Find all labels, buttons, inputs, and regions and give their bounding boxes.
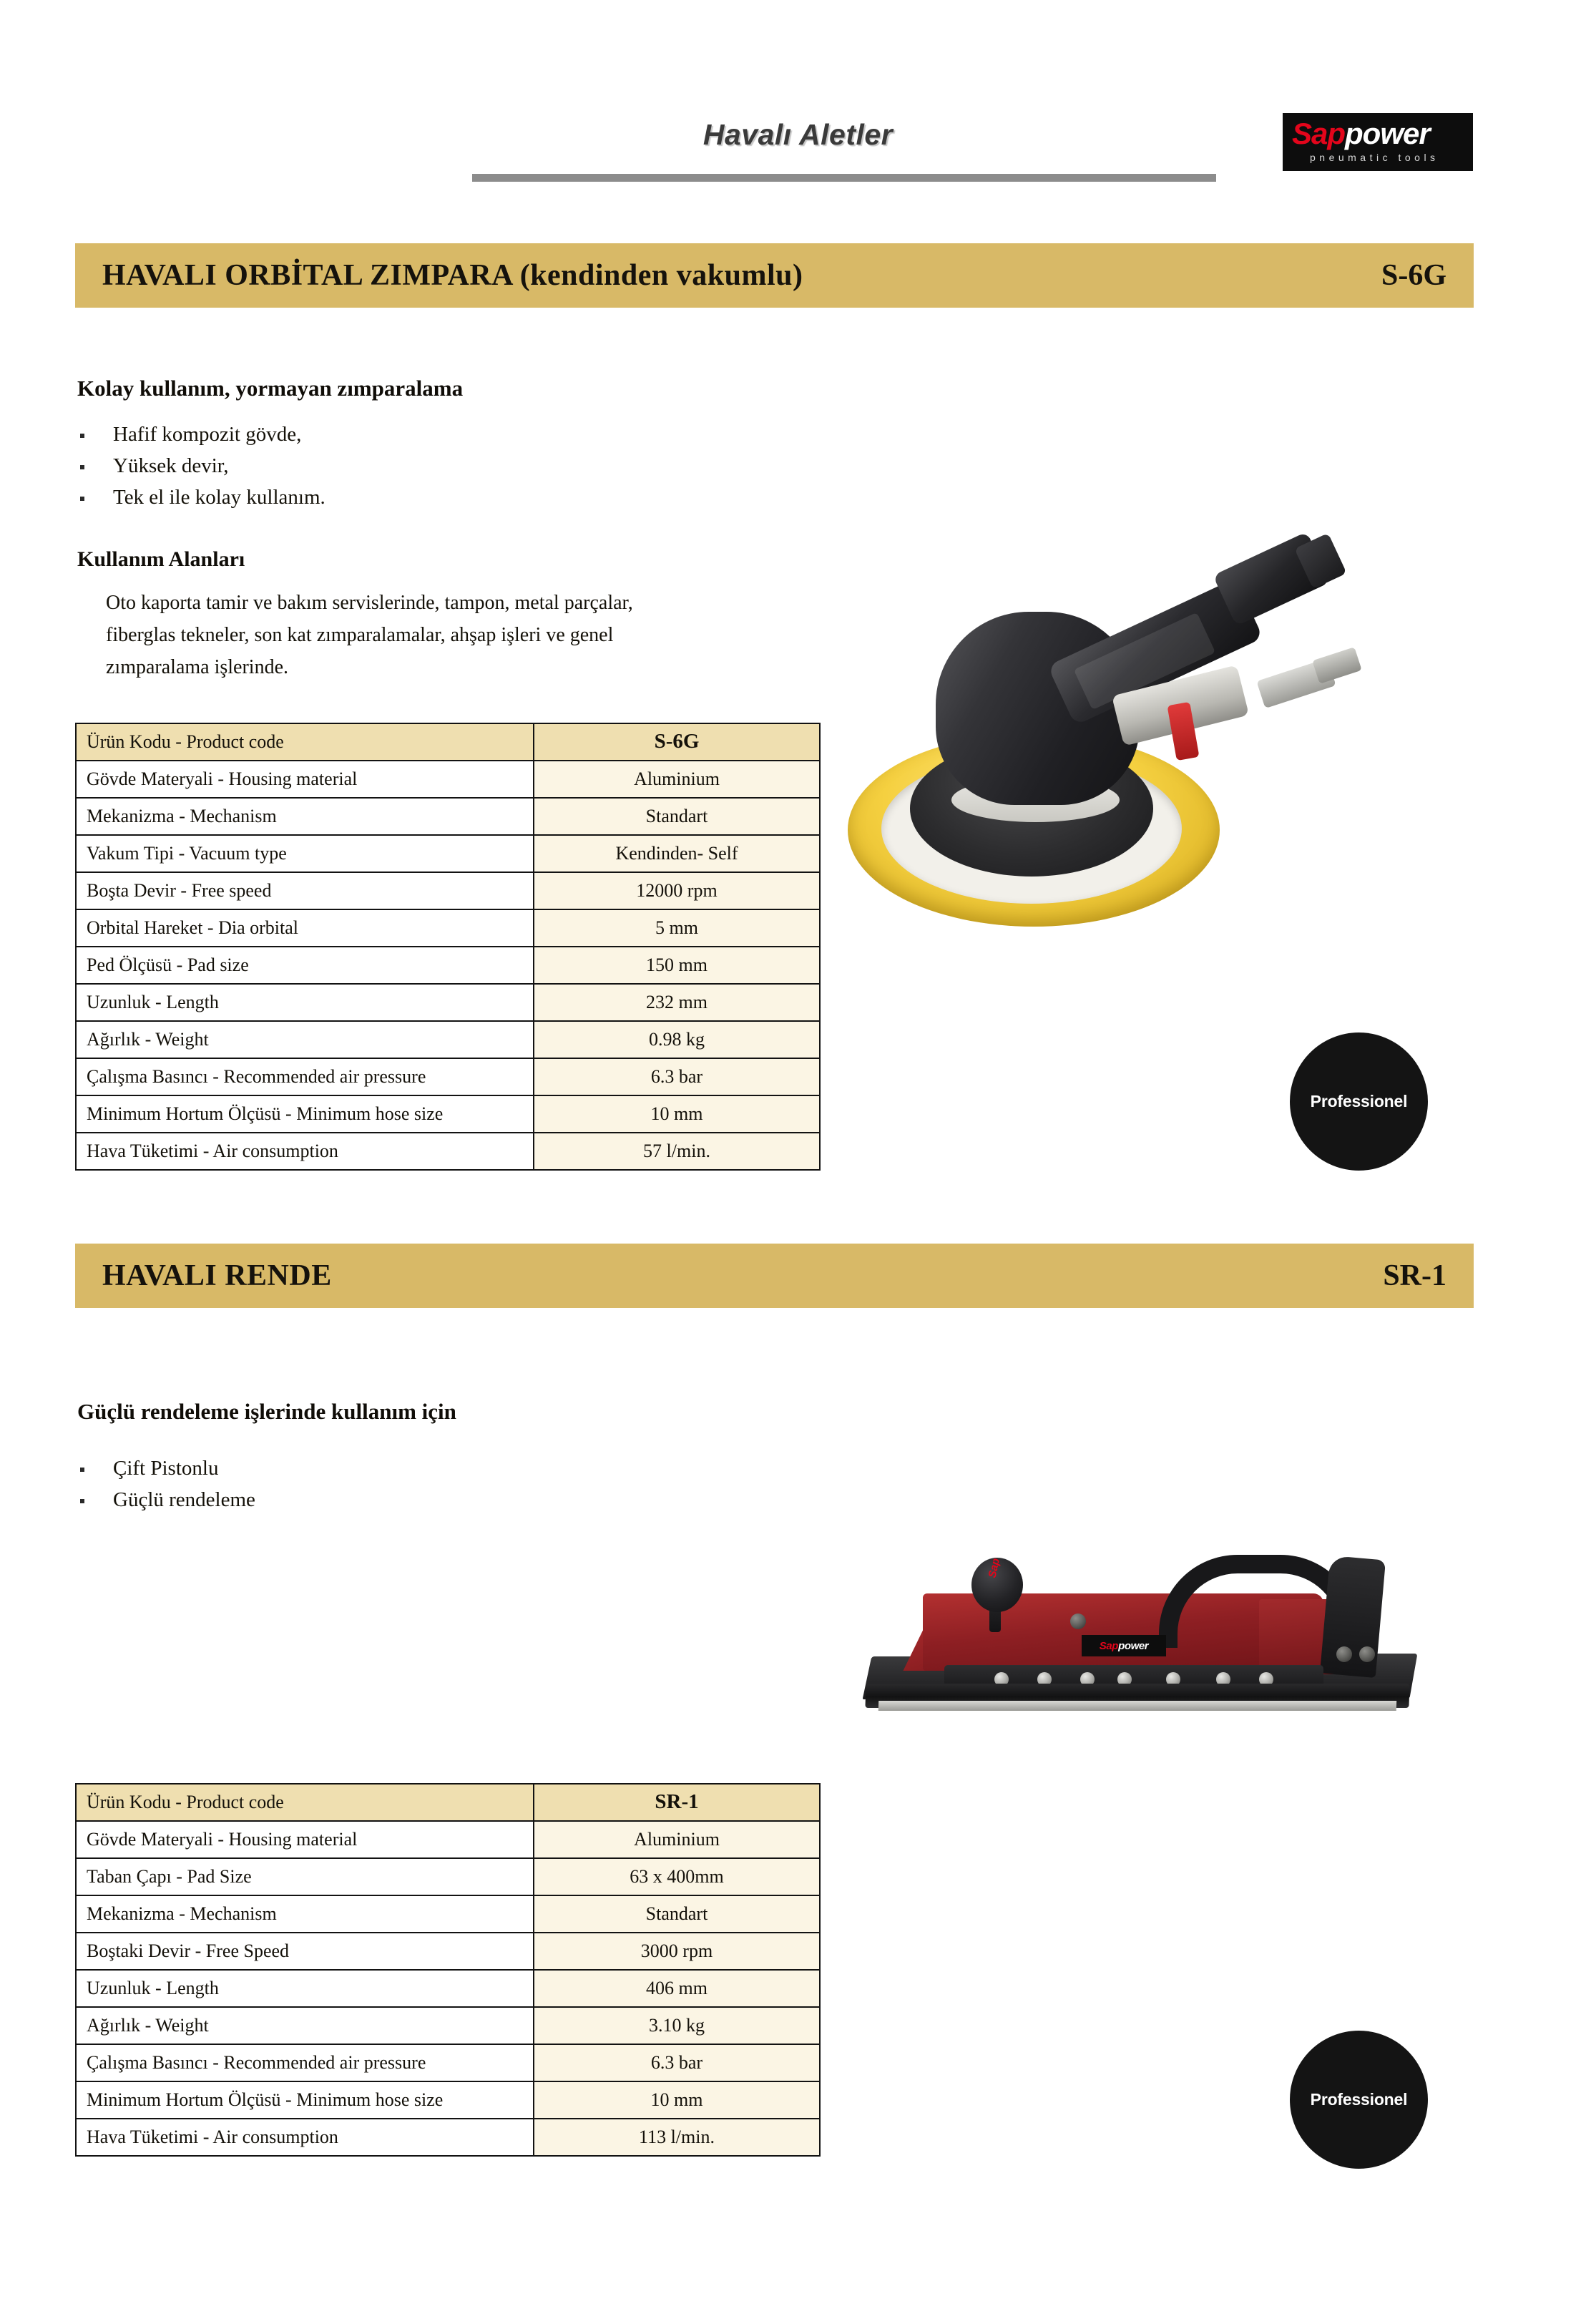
rende-screw (1336, 1646, 1352, 1662)
table-row (76, 2044, 820, 2081)
product-code: SR-1 (1383, 1259, 1446, 1292)
sander-quick-coupler (1312, 647, 1361, 683)
rende-knob-logo: Sap (986, 1557, 1002, 1579)
spec-value: 150 mm (534, 947, 820, 984)
product-feature-list (77, 419, 325, 513)
page-title: Havalı Aletler (702, 118, 894, 151)
table-row (76, 1133, 820, 1170)
spec-label: Gövde Materyali - Housing material (76, 761, 534, 798)
rende-badge-text (1100, 1640, 1149, 1652)
spec-value: 6.3 bar (534, 2044, 820, 2081)
rende-base-strip (878, 1701, 1396, 1711)
table-row (76, 2081, 820, 2119)
spec-label: Taban Çapı - Pad Size (76, 1858, 534, 1895)
spec-value: 406 mm (534, 1970, 820, 2007)
table-row (76, 835, 820, 872)
table-row (76, 2007, 820, 2044)
table-row (76, 723, 820, 761)
list-item: Çift Pistonlu (77, 1452, 255, 1484)
table-row (76, 1970, 820, 2007)
spec-label: Ped Ölçüsü - Pad size (76, 947, 534, 984)
spec-label: Boşta Devir - Free speed (76, 872, 534, 909)
table-row (76, 1058, 820, 1095)
product-title: HAVALI ORBİTAL ZIMPARA (kendinden vakumlu) (102, 259, 803, 292)
spec-label: Ağırlık - Weight (76, 1021, 534, 1058)
spec-value: 232 mm (534, 984, 820, 1021)
rende-screw (1359, 1646, 1375, 1662)
product-banner-orbital-sander (75, 243, 1474, 308)
table-row (76, 872, 820, 909)
table-row (76, 2119, 820, 2156)
logo-tagline: pneumatic tools (1310, 152, 1439, 163)
spec-value: Aluminium (534, 1821, 820, 1858)
spec-label: Orbital Hareket - Dia orbital (76, 909, 534, 947)
table-row (76, 1821, 820, 1858)
spec-label: Hava Tüketimi - Air consumption (76, 1133, 534, 1170)
spec-value: 3.10 kg (534, 2007, 820, 2044)
spec-value: 0.98 kg (534, 1021, 820, 1058)
spec-label: Ağırlık - Weight (76, 2007, 534, 2044)
spec-label: Minimum Hortum Ölçüsü - Minimum hose size (76, 2081, 534, 2119)
badge-label: Professionel (1310, 1092, 1408, 1110)
spec-label: Minimum Hortum Ölçüsü - Minimum hose size (76, 1095, 534, 1133)
professionel-badge (1290, 1032, 1428, 1171)
spec-value: 63 x 400mm (534, 1858, 820, 1895)
rende-brand-badge (1082, 1635, 1166, 1656)
table-row (76, 909, 820, 947)
spec-value: 3000 rpm (534, 1933, 820, 1970)
table-row (76, 1858, 820, 1895)
spec-label: Mekanizma - Mechanism (76, 798, 534, 835)
table-row (76, 984, 820, 1021)
spec-label: Ürün Kodu - Product code (76, 1784, 534, 1821)
spec-value: Kendinden- Self (534, 835, 820, 872)
spec-value: 12000 rpm (534, 872, 820, 909)
spec-value: Standart (534, 798, 820, 835)
table-row (76, 1095, 820, 1133)
spec-label: Uzunluk - Length (76, 1970, 534, 2007)
spec-value: Aluminium (534, 761, 820, 798)
spec-value: 5 mm (534, 909, 820, 947)
spec-value: 10 mm (534, 1095, 820, 1133)
table-row (76, 1784, 820, 1821)
spec-label: Uzunluk - Length (76, 984, 534, 1021)
badge-label: Professionel (1310, 2090, 1408, 2109)
table-row (76, 1895, 820, 1933)
faint-artifact-text (185, 99, 413, 119)
product-feature-list (77, 1452, 255, 1515)
spec-value: 57 l/min. (534, 1133, 820, 1170)
spec-value: SR-1 (534, 1784, 820, 1821)
spec-value: 6.3 bar (534, 1058, 820, 1095)
logo-text-sap: Sap (1292, 117, 1346, 150)
logo-wordmark (1292, 117, 1430, 151)
spec-value: Standart (534, 1895, 820, 1933)
spec-label: Mekanizma - Mechanism (76, 1895, 534, 1933)
usage-heading: Kullanım Alanları (77, 547, 245, 571)
product-title: HAVALI RENDE (102, 1259, 332, 1292)
list-item: Hafif kompozit gövde, (77, 419, 325, 450)
spec-label: Gövde Materyali - Housing material (76, 1821, 534, 1858)
product-code: S-6G (1381, 259, 1446, 292)
table-row (76, 1933, 820, 1970)
product-image-air-file (858, 1513, 1445, 1749)
spec-label: Boştaki Devir - Free Speed (76, 1933, 534, 1970)
logo-text-power: power (1345, 117, 1430, 150)
table-row (76, 761, 820, 798)
product-lead-text: Kolay kullanım, yormayan zımparalama (77, 376, 464, 401)
spec-label: Çalışma Basıncı - Recommended air pressure (76, 1058, 534, 1095)
spec-value: 113 l/min. (534, 2119, 820, 2156)
spec-label: Ürün Kodu - Product code (76, 723, 534, 761)
product-image-orbital-sander (830, 526, 1402, 941)
list-item: Güçlü rendeleme (77, 1484, 255, 1515)
table-row (76, 798, 820, 835)
spec-table-orbital-sander (75, 723, 821, 1171)
spec-value: 10 mm (534, 2081, 820, 2119)
rende-badge-power: power (1118, 1639, 1149, 1652)
product-lead-text: Güçlü rendeleme işlerinde kullanım için (77, 1399, 456, 1424)
rende-badge-sap: Sap (1099, 1639, 1119, 1652)
spec-value: S-6G (534, 723, 820, 761)
list-item: Tek el ile kolay kullanım. (77, 482, 325, 513)
spec-label: Vakum Tipi - Vacuum type (76, 835, 534, 872)
rende-screw (1070, 1613, 1086, 1629)
table-row (76, 947, 820, 984)
title-divider-rule (472, 174, 1216, 182)
rende-handle-end-cap (1320, 1556, 1386, 1678)
spec-label: Çalışma Basıncı - Recommended air pressure (76, 2044, 534, 2081)
usage-paragraph: Oto kaporta tamir ve bakım servislerinde, tampon, metal parçalar, fiberglas tekneler, son kat zımparalamalar, ahşap işleri ve genel zımparalama işlerinde. (106, 592, 633, 678)
spec-label: Hava Tüketimi - Air consumption (76, 2119, 534, 2156)
brand-logo (1283, 113, 1473, 171)
product-banner-air-file (75, 1244, 1474, 1308)
professionel-badge (1290, 2031, 1428, 2169)
list-item: Yüksek devir, (77, 450, 325, 482)
spec-table-air-file (75, 1783, 821, 2157)
table-row (76, 1021, 820, 1058)
